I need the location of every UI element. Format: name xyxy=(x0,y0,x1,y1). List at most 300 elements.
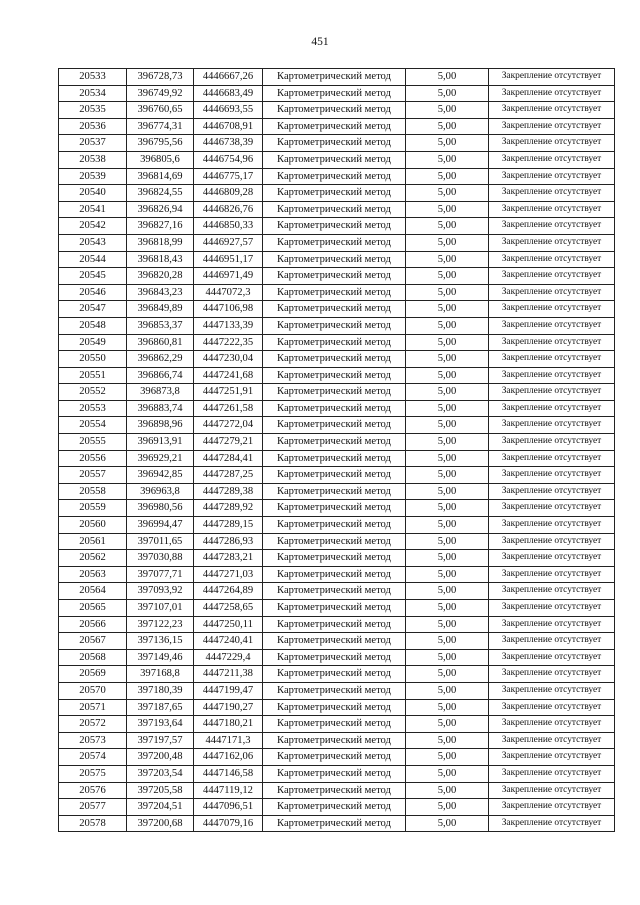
method-cell: Картометрический метод xyxy=(263,517,406,534)
accuracy-cell: 5,00 xyxy=(406,716,489,733)
fixing-description-cell: Закрепление отсутствует xyxy=(489,201,615,218)
table-row xyxy=(59,649,615,666)
x-coordinate-cell: 396994,47 xyxy=(127,517,194,534)
method-cell: Картометрический метод xyxy=(263,135,406,152)
point-number-cell: 20562 xyxy=(59,550,127,567)
x-coordinate-cell: 396795,56 xyxy=(127,135,194,152)
point-number-cell: 20569 xyxy=(59,666,127,683)
method-cell: Картометрический метод xyxy=(263,450,406,467)
fixing-description-cell: Закрепление отсутствует xyxy=(489,417,615,434)
x-coordinate-cell: 396963,8 xyxy=(127,483,194,500)
accuracy-cell: 5,00 xyxy=(406,500,489,517)
method-cell: Картометрический метод xyxy=(263,69,406,86)
fixing-description-cell: Закрепление отсутствует xyxy=(489,500,615,517)
accuracy-cell: 5,00 xyxy=(406,600,489,617)
x-coordinate-cell: 396728,73 xyxy=(127,69,194,86)
fixing-description-cell: Закрепление отсутствует xyxy=(489,384,615,401)
x-coordinate-cell: 396820,28 xyxy=(127,268,194,285)
method-cell: Картометрический метод xyxy=(263,666,406,683)
method-cell: Картометрический метод xyxy=(263,185,406,202)
table-row xyxy=(59,782,615,799)
fixing-description-cell: Закрепление отсутствует xyxy=(489,450,615,467)
method-cell: Картометрический метод xyxy=(263,782,406,799)
accuracy-cell: 5,00 xyxy=(406,284,489,301)
x-coordinate-cell: 396873,8 xyxy=(127,384,194,401)
point-number-cell: 20559 xyxy=(59,500,127,517)
method-cell: Картометрический метод xyxy=(263,384,406,401)
y-coordinate-cell: 4446826,76 xyxy=(194,201,263,218)
table-row xyxy=(59,533,615,550)
fixing-description-cell: Закрепление отсутствует xyxy=(489,367,615,384)
accuracy-cell: 5,00 xyxy=(406,799,489,816)
accuracy-cell: 5,00 xyxy=(406,550,489,567)
fixing-description-cell: Закрепление отсутствует xyxy=(489,633,615,650)
table-row xyxy=(59,118,615,135)
y-coordinate-cell: 4447264,89 xyxy=(194,583,263,600)
fixing-description-cell: Закрепление отсутствует xyxy=(489,234,615,251)
y-coordinate-cell: 4446971,49 xyxy=(194,268,263,285)
x-coordinate-cell: 397077,71 xyxy=(127,566,194,583)
x-coordinate-cell: 397205,58 xyxy=(127,782,194,799)
point-number-cell: 20551 xyxy=(59,367,127,384)
table-row xyxy=(59,517,615,534)
accuracy-cell: 5,00 xyxy=(406,417,489,434)
y-coordinate-cell: 4447230,04 xyxy=(194,351,263,368)
accuracy-cell: 5,00 xyxy=(406,682,489,699)
table-row xyxy=(59,682,615,699)
point-number-cell: 20558 xyxy=(59,483,127,500)
table-row xyxy=(59,583,615,600)
accuracy-cell: 5,00 xyxy=(406,151,489,168)
y-coordinate-cell: 4447106,98 xyxy=(194,301,263,318)
y-coordinate-cell: 4447079,16 xyxy=(194,815,263,832)
method-cell: Картометрический метод xyxy=(263,799,406,816)
x-coordinate-cell: 397149,46 xyxy=(127,649,194,666)
x-coordinate-cell: 396827,16 xyxy=(127,218,194,235)
point-number-cell: 20536 xyxy=(59,118,127,135)
fixing-description-cell: Закрепление отсутствует xyxy=(489,185,615,202)
fixing-description-cell: Закрепление отсутствует xyxy=(489,118,615,135)
coordinates-table xyxy=(58,68,615,832)
x-coordinate-cell: 396774,31 xyxy=(127,118,194,135)
table-row xyxy=(59,218,615,235)
table-row xyxy=(59,69,615,86)
table-row xyxy=(59,135,615,152)
accuracy-cell: 5,00 xyxy=(406,434,489,451)
accuracy-cell: 5,00 xyxy=(406,118,489,135)
table-row xyxy=(59,799,615,816)
fixing-description-cell: Закрепление отсутствует xyxy=(489,782,615,799)
point-number-cell: 20568 xyxy=(59,649,127,666)
table-row xyxy=(59,334,615,351)
accuracy-cell: 5,00 xyxy=(406,749,489,766)
point-number-cell: 20560 xyxy=(59,517,127,534)
method-cell: Картометрический метод xyxy=(263,168,406,185)
table-row xyxy=(59,500,615,517)
x-coordinate-cell: 397200,68 xyxy=(127,815,194,832)
table-row xyxy=(59,666,615,683)
fixing-description-cell: Закрепление отсутствует xyxy=(489,666,615,683)
method-cell: Картометрический метод xyxy=(263,682,406,699)
point-number-cell: 20533 xyxy=(59,69,127,86)
accuracy-cell: 5,00 xyxy=(406,533,489,550)
table-row xyxy=(59,400,615,417)
point-number-cell: 20541 xyxy=(59,201,127,218)
fixing-description-cell: Закрепление отсутствует xyxy=(489,765,615,782)
accuracy-cell: 5,00 xyxy=(406,168,489,185)
fixing-description-cell: Закрепление отсутствует xyxy=(489,566,615,583)
y-coordinate-cell: 4447258,65 xyxy=(194,600,263,617)
table-row xyxy=(59,699,615,716)
fixing-description-cell: Закрепление отсутствует xyxy=(489,102,615,119)
accuracy-cell: 5,00 xyxy=(406,765,489,782)
method-cell: Картометрический метод xyxy=(263,417,406,434)
method-cell: Картометрический метод xyxy=(263,218,406,235)
accuracy-cell: 5,00 xyxy=(406,666,489,683)
point-number-cell: 20538 xyxy=(59,151,127,168)
fixing-description-cell: Закрепление отсутствует xyxy=(489,649,615,666)
accuracy-cell: 5,00 xyxy=(406,317,489,334)
y-coordinate-cell: 4447283,21 xyxy=(194,550,263,567)
method-cell: Картометрический метод xyxy=(263,616,406,633)
fixing-description-cell: Закрепление отсутствует xyxy=(489,69,615,86)
table-row xyxy=(59,151,615,168)
table-row xyxy=(59,301,615,318)
accuracy-cell: 5,00 xyxy=(406,69,489,86)
method-cell: Картометрический метод xyxy=(263,583,406,600)
table-row xyxy=(59,201,615,218)
method-cell: Картометрический метод xyxy=(263,434,406,451)
table-row xyxy=(59,732,615,749)
x-coordinate-cell: 396929,21 xyxy=(127,450,194,467)
point-number-cell: 20567 xyxy=(59,633,127,650)
x-coordinate-cell: 397136,15 xyxy=(127,633,194,650)
y-coordinate-cell: 4447286,93 xyxy=(194,533,263,550)
table-row xyxy=(59,716,615,733)
accuracy-cell: 5,00 xyxy=(406,450,489,467)
x-coordinate-cell: 396860,81 xyxy=(127,334,194,351)
fixing-description-cell: Закрепление отсутствует xyxy=(489,351,615,368)
fixing-description-cell: Закрепление отсутствует xyxy=(489,251,615,268)
point-number-cell: 20542 xyxy=(59,218,127,235)
table-row xyxy=(59,616,615,633)
y-coordinate-cell: 4447284,41 xyxy=(194,450,263,467)
y-coordinate-cell: 4447241,68 xyxy=(194,367,263,384)
table-row xyxy=(59,234,615,251)
x-coordinate-cell: 397168,8 xyxy=(127,666,194,683)
y-coordinate-cell: 4447271,03 xyxy=(194,566,263,583)
accuracy-cell: 5,00 xyxy=(406,218,489,235)
point-number-cell: 20546 xyxy=(59,284,127,301)
x-coordinate-cell: 397197,57 xyxy=(127,732,194,749)
x-coordinate-cell: 396843,23 xyxy=(127,284,194,301)
table-row xyxy=(59,815,615,832)
table-row xyxy=(59,168,615,185)
table-row xyxy=(59,351,615,368)
accuracy-cell: 5,00 xyxy=(406,467,489,484)
accuracy-cell: 5,00 xyxy=(406,334,489,351)
table-row xyxy=(59,600,615,617)
fixing-description-cell: Закрепление отсутствует xyxy=(489,749,615,766)
method-cell: Картометрический метод xyxy=(263,699,406,716)
table-body xyxy=(59,69,615,832)
fixing-description-cell: Закрепление отсутствует xyxy=(489,467,615,484)
x-coordinate-cell: 396814,69 xyxy=(127,168,194,185)
point-number-cell: 20555 xyxy=(59,434,127,451)
x-coordinate-cell: 396866,74 xyxy=(127,367,194,384)
x-coordinate-cell: 397122,23 xyxy=(127,616,194,633)
method-cell: Картометрический метод xyxy=(263,533,406,550)
method-cell: Картометрический метод xyxy=(263,85,406,102)
accuracy-cell: 5,00 xyxy=(406,566,489,583)
y-coordinate-cell: 4446738,39 xyxy=(194,135,263,152)
table-row xyxy=(59,317,615,334)
point-number-cell: 20566 xyxy=(59,616,127,633)
method-cell: Картометрический метод xyxy=(263,550,406,567)
accuracy-cell: 5,00 xyxy=(406,699,489,716)
point-number-cell: 20552 xyxy=(59,384,127,401)
y-coordinate-cell: 4447199,47 xyxy=(194,682,263,699)
y-coordinate-cell: 4446693,55 xyxy=(194,102,263,119)
fixing-description-cell: Закрепление отсутствует xyxy=(489,301,615,318)
y-coordinate-cell: 4447211,38 xyxy=(194,666,263,683)
fixing-description-cell: Закрепление отсутствует xyxy=(489,716,615,733)
method-cell: Картометрический метод xyxy=(263,268,406,285)
fixing-description-cell: Закрепление отсутствует xyxy=(489,483,615,500)
y-coordinate-cell: 4447261,58 xyxy=(194,400,263,417)
fixing-description-cell: Закрепление отсутствует xyxy=(489,434,615,451)
method-cell: Картометрический метод xyxy=(263,732,406,749)
table-row xyxy=(59,185,615,202)
point-number-cell: 20557 xyxy=(59,467,127,484)
method-cell: Картометрический метод xyxy=(263,749,406,766)
point-number-cell: 20578 xyxy=(59,815,127,832)
fixing-description-cell: Закрепление отсутствует xyxy=(489,600,615,617)
accuracy-cell: 5,00 xyxy=(406,185,489,202)
x-coordinate-cell: 397093,92 xyxy=(127,583,194,600)
table-row xyxy=(59,483,615,500)
x-coordinate-cell: 397193,64 xyxy=(127,716,194,733)
x-coordinate-cell: 396849,89 xyxy=(127,301,194,318)
x-coordinate-cell: 396826,94 xyxy=(127,201,194,218)
table-row xyxy=(59,450,615,467)
accuracy-cell: 5,00 xyxy=(406,400,489,417)
method-cell: Картометрический метод xyxy=(263,716,406,733)
accuracy-cell: 5,00 xyxy=(406,732,489,749)
y-coordinate-cell: 4447287,25 xyxy=(194,467,263,484)
point-number-cell: 20561 xyxy=(59,533,127,550)
table-row xyxy=(59,550,615,567)
method-cell: Картометрический метод xyxy=(263,284,406,301)
point-number-cell: 20571 xyxy=(59,699,127,716)
point-number-cell: 20565 xyxy=(59,600,127,617)
accuracy-cell: 5,00 xyxy=(406,583,489,600)
accuracy-cell: 5,00 xyxy=(406,649,489,666)
point-number-cell: 20537 xyxy=(59,135,127,152)
table-row xyxy=(59,566,615,583)
accuracy-cell: 5,00 xyxy=(406,268,489,285)
accuracy-cell: 5,00 xyxy=(406,301,489,318)
fixing-description-cell: Закрепление отсутствует xyxy=(489,517,615,534)
table-row xyxy=(59,417,615,434)
accuracy-cell: 5,00 xyxy=(406,201,489,218)
table-row xyxy=(59,384,615,401)
point-number-cell: 20574 xyxy=(59,749,127,766)
point-number-cell: 20573 xyxy=(59,732,127,749)
method-cell: Картометрический метод xyxy=(263,400,406,417)
x-coordinate-cell: 396942,85 xyxy=(127,467,194,484)
accuracy-cell: 5,00 xyxy=(406,367,489,384)
fixing-description-cell: Закрепление отсутствует xyxy=(489,218,615,235)
accuracy-cell: 5,00 xyxy=(406,782,489,799)
x-coordinate-cell: 397011,65 xyxy=(127,533,194,550)
y-coordinate-cell: 4446775,17 xyxy=(194,168,263,185)
fixing-description-cell: Закрепление отсутствует xyxy=(489,799,615,816)
page-number: 451 xyxy=(311,36,329,48)
x-coordinate-cell: 397204,51 xyxy=(127,799,194,816)
x-coordinate-cell: 397200,48 xyxy=(127,749,194,766)
x-coordinate-cell: 397107,01 xyxy=(127,600,194,617)
table-row xyxy=(59,284,615,301)
point-number-cell: 20563 xyxy=(59,566,127,583)
x-coordinate-cell: 396913,91 xyxy=(127,434,194,451)
fixing-description-cell: Закрепление отсутствует xyxy=(489,151,615,168)
y-coordinate-cell: 4447180,21 xyxy=(194,716,263,733)
fixing-description-cell: Закрепление отсутствует xyxy=(489,815,615,832)
y-coordinate-cell: 4446809,28 xyxy=(194,185,263,202)
x-coordinate-cell: 396862,29 xyxy=(127,351,194,368)
y-coordinate-cell: 4446951,17 xyxy=(194,251,263,268)
point-number-cell: 20554 xyxy=(59,417,127,434)
method-cell: Картометрический метод xyxy=(263,566,406,583)
table-row xyxy=(59,749,615,766)
method-cell: Картометрический метод xyxy=(263,500,406,517)
y-coordinate-cell: 4447119,12 xyxy=(194,782,263,799)
accuracy-cell: 5,00 xyxy=(406,517,489,534)
y-coordinate-cell: 4447289,38 xyxy=(194,483,263,500)
method-cell: Картометрический метод xyxy=(263,102,406,119)
method-cell: Картометрический метод xyxy=(263,467,406,484)
point-number-cell: 20544 xyxy=(59,251,127,268)
point-number-cell: 20564 xyxy=(59,583,127,600)
x-coordinate-cell: 396805,6 xyxy=(127,151,194,168)
y-coordinate-cell: 4447240,41 xyxy=(194,633,263,650)
fixing-description-cell: Закрепление отсутствует xyxy=(489,682,615,699)
x-coordinate-cell: 396883,74 xyxy=(127,400,194,417)
x-coordinate-cell: 396824,55 xyxy=(127,185,194,202)
fixing-description-cell: Закрепление отсутствует xyxy=(489,284,615,301)
accuracy-cell: 5,00 xyxy=(406,234,489,251)
y-coordinate-cell: 4447072,3 xyxy=(194,284,263,301)
fixing-description-cell: Закрепление отсутствует xyxy=(489,583,615,600)
method-cell: Картометрический метод xyxy=(263,251,406,268)
point-number-cell: 20576 xyxy=(59,782,127,799)
point-number-cell: 20556 xyxy=(59,450,127,467)
y-coordinate-cell: 4447096,51 xyxy=(194,799,263,816)
table-row xyxy=(59,434,615,451)
y-coordinate-cell: 4447162,06 xyxy=(194,749,263,766)
point-number-cell: 20539 xyxy=(59,168,127,185)
table-row xyxy=(59,102,615,119)
x-coordinate-cell: 397030,88 xyxy=(127,550,194,567)
x-coordinate-cell: 396853,37 xyxy=(127,317,194,334)
method-cell: Картометрический метод xyxy=(263,118,406,135)
method-cell: Картометрический метод xyxy=(263,351,406,368)
point-number-cell: 20548 xyxy=(59,317,127,334)
y-coordinate-cell: 4447289,15 xyxy=(194,517,263,534)
accuracy-cell: 5,00 xyxy=(406,351,489,368)
y-coordinate-cell: 4446754,96 xyxy=(194,151,263,168)
x-coordinate-cell: 397180,39 xyxy=(127,682,194,699)
point-number-cell: 20545 xyxy=(59,268,127,285)
y-coordinate-cell: 4447146,58 xyxy=(194,765,263,782)
fixing-description-cell: Закрепление отсутствует xyxy=(489,400,615,417)
accuracy-cell: 5,00 xyxy=(406,815,489,832)
fixing-description-cell: Закрепление отсутствует xyxy=(489,268,615,285)
y-coordinate-cell: 4446850,33 xyxy=(194,218,263,235)
accuracy-cell: 5,00 xyxy=(406,85,489,102)
y-coordinate-cell: 4447279,21 xyxy=(194,434,263,451)
method-cell: Картометрический метод xyxy=(263,367,406,384)
point-number-cell: 20543 xyxy=(59,234,127,251)
method-cell: Картометрический метод xyxy=(263,649,406,666)
table-row xyxy=(59,85,615,102)
y-coordinate-cell: 4446667,26 xyxy=(194,69,263,86)
method-cell: Картометрический метод xyxy=(263,600,406,617)
y-coordinate-cell: 4447251,91 xyxy=(194,384,263,401)
x-coordinate-cell: 396760,65 xyxy=(127,102,194,119)
y-coordinate-cell: 4447171,3 xyxy=(194,732,263,749)
point-number-cell: 20540 xyxy=(59,185,127,202)
point-number-cell: 20547 xyxy=(59,301,127,318)
method-cell: Картометрический метод xyxy=(263,301,406,318)
y-coordinate-cell: 4447272,04 xyxy=(194,417,263,434)
x-coordinate-cell: 396749,92 xyxy=(127,85,194,102)
fixing-description-cell: Закрепление отсутствует xyxy=(489,616,615,633)
point-number-cell: 20534 xyxy=(59,85,127,102)
method-cell: Картометрический метод xyxy=(263,334,406,351)
x-coordinate-cell: 396898,96 xyxy=(127,417,194,434)
fixing-description-cell: Закрепление отсутствует xyxy=(489,317,615,334)
x-coordinate-cell: 396818,43 xyxy=(127,251,194,268)
y-coordinate-cell: 4446927,57 xyxy=(194,234,263,251)
x-coordinate-cell: 396980,56 xyxy=(127,500,194,517)
y-coordinate-cell: 4447229,4 xyxy=(194,649,263,666)
fixing-description-cell: Закрепление отсутствует xyxy=(489,533,615,550)
x-coordinate-cell: 397203,54 xyxy=(127,765,194,782)
point-number-cell: 20550 xyxy=(59,351,127,368)
accuracy-cell: 5,00 xyxy=(406,384,489,401)
method-cell: Картометрический метод xyxy=(263,765,406,782)
y-coordinate-cell: 4447289,92 xyxy=(194,500,263,517)
method-cell: Картометрический метод xyxy=(263,201,406,218)
x-coordinate-cell: 397187,65 xyxy=(127,699,194,716)
table-row xyxy=(59,268,615,285)
table-row xyxy=(59,251,615,268)
y-coordinate-cell: 4447222,35 xyxy=(194,334,263,351)
x-coordinate-cell: 396818,99 xyxy=(127,234,194,251)
method-cell: Картометрический метод xyxy=(263,317,406,334)
y-coordinate-cell: 4446683,49 xyxy=(194,85,263,102)
y-coordinate-cell: 4447133,39 xyxy=(194,317,263,334)
point-number-cell: 20549 xyxy=(59,334,127,351)
fixing-description-cell: Закрепление отсутствует xyxy=(489,135,615,152)
y-coordinate-cell: 4446708,91 xyxy=(194,118,263,135)
point-number-cell: 20577 xyxy=(59,799,127,816)
point-number-cell: 20570 xyxy=(59,682,127,699)
accuracy-cell: 5,00 xyxy=(406,616,489,633)
point-number-cell: 20572 xyxy=(59,716,127,733)
